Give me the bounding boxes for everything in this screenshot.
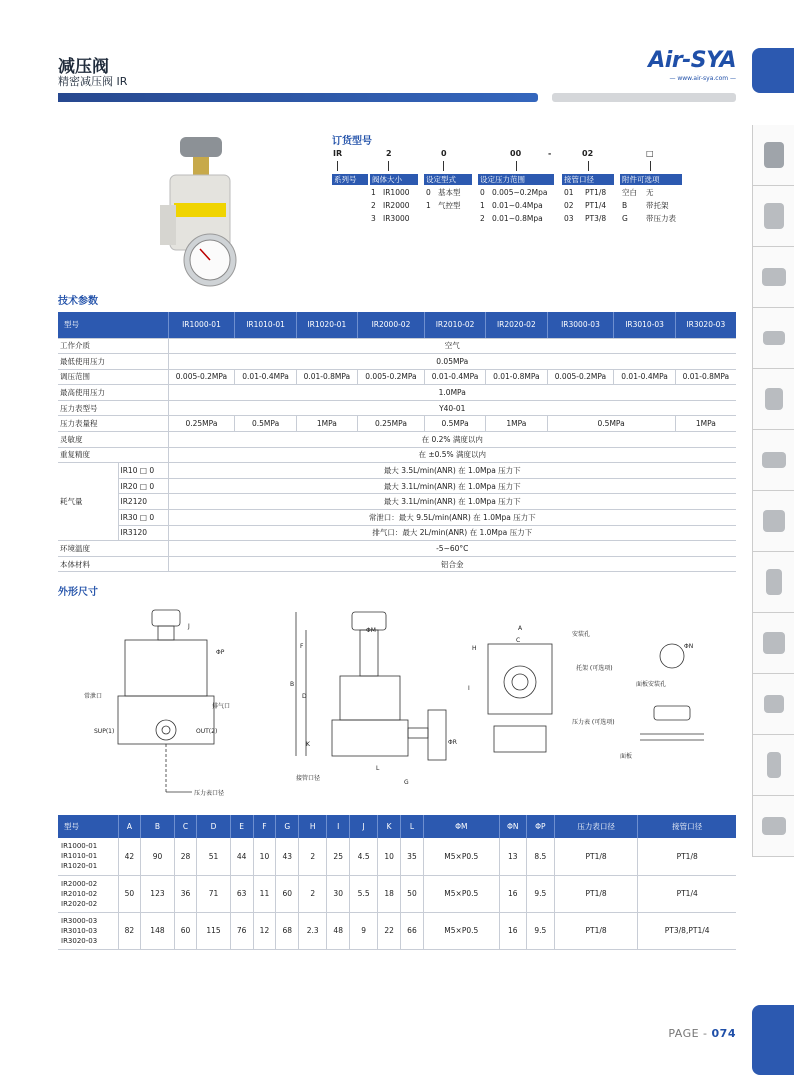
dim-value: 2 — [299, 838, 327, 875]
page-subtitle: 精密减压阀 IR — [58, 75, 128, 88]
dim-value: 16 — [499, 875, 526, 912]
dim-model: IR2020-02 — [61, 899, 98, 908]
spec-value: 1MPa — [486, 416, 547, 432]
label-phiR: ΦR — [448, 739, 457, 746]
side-tab-bottom — [752, 1005, 794, 1075]
dim-value: 10 — [378, 838, 401, 875]
code-dash: - — [548, 149, 552, 158]
dim-value: 148 — [141, 912, 174, 949]
dim-model: IR3020-03 — [61, 936, 98, 945]
dim-model: IR2010-02 — [61, 889, 98, 898]
type-code: 0 — [426, 188, 431, 197]
spec-row-consumption — [58, 510, 736, 526]
spec-label: 压力表型号 — [58, 400, 168, 416]
dim-header: 接管口径 — [638, 815, 736, 838]
code-tick — [388, 161, 389, 171]
type-name: 基本型 — [438, 188, 461, 197]
option-code: B — [622, 201, 628, 210]
port-size: PT3/8 — [585, 214, 607, 223]
dim-value: 4.5 — [350, 838, 378, 875]
dim-value: M5×P0.5 — [423, 912, 499, 949]
spec-value: 0.005-0.2MPa — [168, 369, 235, 385]
spec-value: 排气口：最大 2L/min(ANR) 在 1.0Mpa 压力下 — [168, 525, 736, 541]
order-code-title: 订货型号 — [332, 136, 372, 147]
label-A: A — [518, 625, 523, 632]
label-out: OUT(2) — [196, 728, 218, 735]
dim-row — [58, 838, 736, 875]
dim-header: F — [253, 815, 276, 838]
spec-model: IR2010-02 — [424, 312, 485, 338]
dim-value: 123 — [141, 875, 174, 912]
spec-value: 0.5MPa — [235, 416, 296, 432]
label-gauge-port: 压力表口径 — [194, 790, 225, 797]
label-panel-hole: 面板安装孔 — [636, 681, 667, 688]
spec-label: 耗气量 — [58, 463, 118, 541]
label-panel: 面板 — [620, 753, 633, 760]
label-phiM: ΦM — [366, 627, 376, 634]
spec-header-model: 型号 — [58, 312, 168, 338]
label-C: C — [516, 637, 521, 644]
spec-row-repeat — [58, 447, 736, 463]
port-size: PT1/4 — [585, 201, 607, 210]
order-header-type: 设定型式 — [424, 174, 472, 185]
spec-model: IR2020-02 — [486, 312, 547, 338]
spec-label: 重复精度 — [58, 447, 168, 463]
label-phiN: ΦN — [684, 643, 694, 650]
spec-value: Y40-01 — [168, 400, 736, 416]
spec-value: 0.01-0.8MPa — [296, 369, 357, 385]
pressure-range: 0.005~0.2Mpa — [492, 188, 548, 197]
dim-value: 30 — [327, 875, 350, 912]
label-mount-hole: 安装孔 — [572, 631, 591, 638]
spec-label: 工作介质 — [58, 338, 168, 354]
code-pressure: 00 — [510, 149, 522, 158]
port-code: 03 — [564, 214, 574, 223]
page-num: 074 — [711, 1027, 736, 1040]
spec-value: 最大 3.1L/min(ANR) 在 1.0Mpa 压力下 — [168, 494, 736, 510]
dim-value: 5.5 — [350, 875, 378, 912]
spec-row-gauge-model — [58, 400, 736, 416]
dim-value: 76 — [230, 912, 253, 949]
spec-sublabel: IR2120 — [118, 494, 168, 510]
spec-value: 0.01-0.8MPa — [486, 369, 547, 385]
category-elbow-icon[interactable] — [752, 674, 794, 735]
size-name: IR2000 — [383, 201, 410, 210]
option-name: 带压力表 — [646, 214, 676, 223]
dim-models — [58, 912, 118, 949]
page-title: 减压阀 — [58, 57, 109, 77]
spec-value: -5~60°C — [168, 541, 736, 557]
category-gauge-icon[interactable] — [752, 552, 794, 613]
type-code: 1 — [426, 201, 431, 210]
dim-value: 50 — [118, 875, 141, 912]
product-photo — [160, 135, 250, 295]
dim-header: A — [118, 815, 141, 838]
spec-value: 0.01-0.4MPa — [614, 369, 675, 385]
dim-value: 66 — [401, 912, 424, 949]
drawing-top-view — [460, 622, 615, 762]
spec-value: 最大 3.5L/min(ANR) 在 1.0Mpa 压力下 — [168, 463, 736, 479]
dim-value: 60 — [174, 912, 197, 949]
order-header-port: 接管口径 — [562, 174, 614, 185]
port-code: 02 — [564, 201, 574, 210]
label-pipe-port: 接管口径 — [296, 775, 321, 782]
spec-sublabel: IR30 □ 0 — [118, 510, 168, 526]
dim-models — [58, 838, 118, 875]
spec-row-temp — [58, 541, 736, 557]
type-name: 气控型 — [438, 201, 461, 210]
dim-value: 82 — [118, 912, 141, 949]
spec-label: 压力表量程 — [58, 416, 168, 432]
label-bleed: 常泄口 — [84, 693, 103, 700]
dim-header: K — [378, 815, 401, 838]
drawing-side-view — [282, 602, 462, 792]
dim-header: D — [197, 815, 230, 838]
drawing-front-view — [80, 602, 250, 802]
label-L: L — [376, 765, 380, 772]
dim-header: ΦM — [423, 815, 499, 838]
dim-header: ΦP — [526, 815, 554, 838]
dim-value: 68 — [276, 912, 299, 949]
dim-value: 22 — [378, 912, 401, 949]
spec-value: 0.01-0.8MPa — [675, 369, 736, 385]
dim-value: PT1/8 — [554, 838, 637, 875]
drawing-panel-mount — [620, 636, 720, 766]
dim-value: PT3/8,PT1/4 — [638, 912, 736, 949]
label-G: G — [404, 779, 409, 786]
spec-value: 0.005-0.2MPa — [358, 369, 425, 385]
spec-row-consumption — [58, 463, 736, 479]
option-name: 无 — [646, 188, 654, 197]
spec-row-medium — [58, 338, 736, 354]
dim-value: 25 — [327, 838, 350, 875]
dim-value: M5×P0.5 — [423, 875, 499, 912]
spec-row-gauge-range — [58, 416, 736, 432]
label-bracket: 托架 (可选项) — [576, 665, 613, 672]
spec-row-consumption — [58, 525, 736, 541]
category-silencer-icon[interactable] — [752, 735, 794, 796]
dim-models — [58, 875, 118, 912]
dim-value: 2 — [299, 875, 327, 912]
spec-value: 空气 — [168, 338, 736, 354]
spec-value: 铝合金 — [168, 556, 736, 572]
order-header-series: 系列号 — [332, 174, 368, 185]
logo-text: Air-SYA — [648, 48, 736, 73]
pressure-code: 2 — [480, 214, 485, 223]
dim-value: 42 — [118, 838, 141, 875]
header-band — [58, 93, 538, 102]
page-prefix: PAGE - — [668, 1027, 712, 1040]
dim-value: 10 — [253, 838, 276, 875]
size-name: IR3000 — [383, 214, 410, 223]
dim-model: IR1020-01 — [61, 862, 98, 871]
dim-header: E — [230, 815, 253, 838]
spec-row-max-pressure — [58, 385, 736, 401]
label-gauge: 压力表 (可选项) — [572, 719, 615, 726]
page-number — [668, 1027, 736, 1040]
spec-value: 0.25MPa — [358, 416, 425, 432]
size-code: 3 — [371, 214, 376, 223]
order-header-pressure: 设定压力范围 — [478, 174, 554, 185]
code-port: 02 — [582, 149, 594, 158]
dim-header: L — [401, 815, 424, 838]
pressure-code: 1 — [480, 201, 485, 210]
dim-value: 9.5 — [526, 875, 554, 912]
spec-model: IR3000-03 — [547, 312, 614, 338]
pressure-range: 0.01~0.4Mpa — [492, 201, 543, 210]
spec-row-material — [58, 556, 736, 572]
spec-value: 0.005-0.2MPa — [547, 369, 614, 385]
dim-header: 压力表口径 — [554, 815, 637, 838]
dim-value: 63 — [230, 875, 253, 912]
category-fitting-icon[interactable] — [752, 308, 794, 369]
dim-value: 60 — [276, 875, 299, 912]
option-code: G — [622, 214, 628, 223]
dim-header: H — [299, 815, 327, 838]
dim-value: 115 — [197, 912, 230, 949]
spec-sublabel: IR20 □ 0 — [118, 478, 168, 494]
spec-value: 在 0.2% 满度以内 — [168, 432, 736, 448]
spec-row-min-pressure — [58, 354, 736, 370]
category-valve-icon[interactable] — [752, 247, 794, 308]
code-size: 2 — [386, 149, 392, 158]
label-exhaust: 排气口 — [212, 703, 231, 710]
dim-value: 13 — [499, 838, 526, 875]
spec-value: 最大 3.1L/min(ANR) 在 1.0Mpa 压力下 — [168, 478, 736, 494]
label-I: I — [468, 685, 470, 692]
dim-row — [58, 875, 736, 912]
label-phiP: ΦP — [216, 649, 225, 656]
code-tick — [443, 161, 444, 171]
spec-label: 最高使用压力 — [58, 385, 168, 401]
port-size: PT1/8 — [585, 188, 607, 197]
category-misc-icon[interactable] — [752, 796, 794, 857]
label-F: F — [300, 643, 304, 650]
dim-header: 型号 — [58, 815, 118, 838]
pressure-range: 0.01~0.8Mpa — [492, 214, 543, 223]
code-series: IR — [333, 149, 343, 158]
dim-row — [58, 912, 736, 949]
spec-title: 技术参数 — [58, 296, 98, 307]
size-code: 1 — [371, 188, 376, 197]
option-code: 空白 — [622, 188, 637, 197]
spec-table — [58, 312, 736, 572]
dim-value: PT1/8 — [638, 838, 736, 875]
dim-value: 44 — [230, 838, 253, 875]
category-solenoid-icon[interactable] — [752, 369, 794, 430]
spec-value: 0.25MPa — [168, 416, 235, 432]
spec-value: 在 ±0.5% 满度以内 — [168, 447, 736, 463]
order-header-size: 阀体大小 — [370, 174, 418, 185]
code-tick — [516, 161, 517, 171]
dim-model: IR1000-01 — [61, 842, 98, 851]
spec-label: 灵敏度 — [58, 432, 168, 448]
header-band-grey — [552, 93, 736, 102]
category-strip — [752, 125, 794, 857]
size-name: IR1000 — [383, 188, 410, 197]
side-tab-top — [752, 48, 794, 93]
spec-model: IR1000-01 — [168, 312, 235, 338]
dim-value: PT1/8 — [554, 875, 637, 912]
label-K: K — [306, 741, 310, 748]
dim-value: 48 — [327, 912, 350, 949]
spec-row-range — [58, 369, 736, 385]
pressure-code: 0 — [480, 188, 485, 197]
spec-value: 1.0MPa — [168, 385, 736, 401]
spec-value: 1MPa — [296, 416, 357, 432]
spec-model: IR3010-03 — [614, 312, 675, 338]
spec-label: 最低使用压力 — [58, 354, 168, 370]
dim-value: 16 — [499, 912, 526, 949]
option-name: 带托架 — [646, 201, 669, 210]
spec-row-sensitivity — [58, 432, 736, 448]
code-option: □ — [646, 149, 654, 158]
dim-header: ΦN — [499, 815, 526, 838]
dim-value: PT1/8 — [554, 912, 637, 949]
label-sup: SUP(1) — [94, 728, 115, 735]
label-B: B — [290, 681, 295, 688]
category-manifold-icon[interactable] — [752, 613, 794, 674]
dim-header: G — [276, 815, 299, 838]
dim-model: IR2000-02 — [61, 879, 98, 888]
dim-value: 43 — [276, 838, 299, 875]
order-header-option: 附件可选项 — [620, 174, 682, 185]
spec-row-consumption — [58, 478, 736, 494]
spec-value: 0.01-0.4MPa — [235, 369, 296, 385]
dim-header: J — [350, 815, 378, 838]
dim-value: 12 — [253, 912, 276, 949]
code-tick — [650, 161, 651, 171]
spec-value: 0.01-0.4MPa — [424, 369, 485, 385]
code-tick — [337, 161, 338, 171]
dim-model: IR3010-03 — [61, 926, 98, 935]
dim-value: PT1/4 — [638, 875, 736, 912]
code-type: 0 — [441, 149, 447, 158]
dim-value: 50 — [401, 875, 424, 912]
category-regulator-icon[interactable] — [752, 125, 794, 186]
spec-label: 本体材料 — [58, 556, 168, 572]
port-code: 01 — [564, 188, 574, 197]
spec-model: IR1020-01 — [296, 312, 357, 338]
spec-value: 0.05MPa — [168, 354, 736, 370]
dimension-table — [58, 815, 736, 950]
dim-model: IR1010-01 — [61, 852, 98, 861]
spec-sublabel: IR3120 — [118, 525, 168, 541]
category-actuator-icon[interactable] — [752, 430, 794, 491]
spec-label: 调压范围 — [58, 369, 168, 385]
spec-model: IR1010-01 — [235, 312, 296, 338]
spec-row-consumption — [58, 494, 736, 510]
dim-value: 35 — [401, 838, 424, 875]
spec-label: 环境温度 — [58, 541, 168, 557]
size-code: 2 — [371, 201, 376, 210]
spec-value: 0.5MPa — [424, 416, 485, 432]
label-H: H — [472, 645, 477, 652]
dim-value: 90 — [141, 838, 174, 875]
dim-value: M5×P0.5 — [423, 838, 499, 875]
dim-value: 71 — [197, 875, 230, 912]
spec-model: IR2000-02 — [358, 312, 425, 338]
dim-model: IR3000-03 — [61, 916, 98, 925]
spec-value: 1MPa — [675, 416, 736, 432]
code-tick — [588, 161, 589, 171]
dim-value: 11 — [253, 875, 276, 912]
dim-value: 51 — [197, 838, 230, 875]
category-cylinder-icon[interactable] — [752, 491, 794, 552]
dim-header: C — [174, 815, 197, 838]
spec-sublabel: IR10 □ 0 — [118, 463, 168, 479]
logo-url: — www.air-sya.com — — [669, 75, 736, 82]
dim-value: 28 — [174, 838, 197, 875]
label-D: D — [302, 693, 307, 700]
dim-value: 2.3 — [299, 912, 327, 949]
spec-model: IR3020-03 — [675, 312, 736, 338]
brand-logo — [648, 48, 736, 82]
spec-value: 常泄口：最大 9.5L/min(ANR) 在 1.0Mpa 压力下 — [168, 510, 736, 526]
label-J: J — [188, 623, 190, 630]
dims-title: 外形尺寸 — [58, 587, 98, 598]
dim-value: 18 — [378, 875, 401, 912]
spec-value: 0.5MPa — [547, 416, 675, 432]
dim-header: B — [141, 815, 174, 838]
category-filter-icon[interactable] — [752, 186, 794, 247]
dim-value: 9.5 — [526, 912, 554, 949]
dim-value: 9 — [350, 912, 378, 949]
dim-value: 8.5 — [526, 838, 554, 875]
dim-header: I — [327, 815, 350, 838]
dim-value: 36 — [174, 875, 197, 912]
